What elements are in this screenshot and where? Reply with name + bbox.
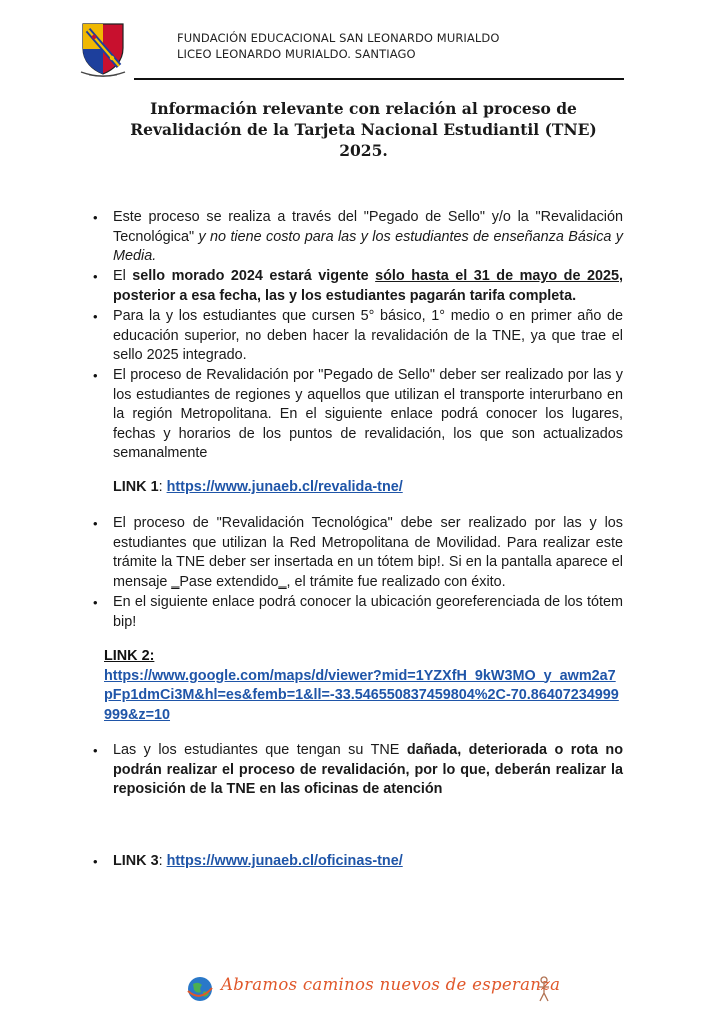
institution-school: LICEO LEONARDO MURIALDO. SANTIAGO — [177, 47, 416, 61]
bullet-marker: • — [93, 269, 98, 284]
item-text: Las y los estudiantes que tengan su TNE — [113, 742, 407, 758]
globe-icon — [185, 974, 215, 1004]
title-line-2: Revalidación de la Tarjeta Nacional Estudiantil (TNE) — [130, 120, 597, 139]
link-3-label: LINK 3 — [113, 853, 159, 869]
bullet-marker: • — [93, 743, 98, 758]
item-text-bold: dañada, deteriorada o rota no podrán realizar el proceso de revalidación, por lo que, deberán realizar la reposición de la TNE en las oficinas de atención — [113, 742, 623, 797]
bullet-marker: • — [93, 516, 98, 531]
item-text: El — [113, 268, 133, 284]
link-3-colon: : — [158, 853, 167, 869]
bullet-marker: • — [93, 854, 98, 869]
item-text-bold: , posterior a esa fecha, las y los estudiantes pagarán tarifa completa. — [113, 268, 623, 304]
figure-icon — [535, 976, 553, 1002]
list-item-sello-deadline — [113, 267, 623, 306]
link-2-url[interactable]: https://www.google.com/maps/d/viewer?mid=1YZXfH_9kW3MO_y_awm2a7pFp1dmCi3M&hl=es&femb=1&ll=-33.546550837459804%2C-70.86407234999999&z=10 — [104, 667, 619, 723]
deadline-date: sólo hasta el 31 de mayo de 2025 — [375, 268, 619, 284]
bullet-marker: • — [93, 595, 98, 610]
link-2-label: LINK 2: — [104, 648, 155, 664]
item-text-bold: sello morado 2024 estará vigente — [132, 268, 376, 284]
list-item-damaged-tne — [113, 741, 623, 800]
institution-name: FUNDACIÓN EDUCACIONAL SAN LEONARDO MURIALDO — [177, 31, 500, 45]
item-text: Este proceso se realiza a través del "Pegado de Sello" y/o la "Revalidación Tecnológica" — [113, 209, 623, 245]
bullet-marker: • — [93, 210, 98, 225]
list-item-process — [113, 208, 623, 267]
footer-slogan: Abramos caminos nuevos de esperanza — [221, 975, 561, 994]
link-3-row — [113, 852, 623, 872]
bullet-marker: • — [93, 309, 98, 324]
document-title — [110, 98, 617, 161]
list-item-pegado-sello: El proceso de Revalidación por "Pegado de Sello" deber ser realizado por las y los estudiantes de regiones y aquellos que utilizan el transporte interurbano en la región Metropolitana. En el siguiente enlace podrá conocer los lugares, fechas y horarios de los puntos de revalidación, los que son actualizados semanalmente — [113, 367, 623, 461]
link-1-url[interactable]: https://www.junaeb.cl/revalida-tne/ — [166, 479, 403, 495]
link-1-colon: : — [158, 479, 167, 495]
list-item-exemption: Para la y los estudiantes que cursen 5° básico, 1° medio o en primer año de educación superior, no deben hacer la revalidación de la TNE, ya que trae el sello 2025 integrado. — [113, 308, 623, 363]
list-item-revalidacion-tecnologica: El proceso de "Revalidación Tecnológica" debe ser realizado por las y los estudiantes que utilizan la Red Metropolitana de Movilidad. Para realizar este trámite la TNE deber ser insertada en un tótem bip!. Si en la pantalla aparece el mensaje ‗Pase extendido‗, el trámite fue realizado con éxito. — [113, 515, 623, 590]
link-1-row — [113, 478, 623, 498]
header-divider — [134, 78, 624, 80]
school-crest-logo — [79, 22, 127, 78]
footer-slogan-banner — [185, 974, 561, 1004]
title-line-3: 2025. — [339, 141, 388, 160]
item-text-italic: y no tiene costo para las y los estudiantes de enseñanza Básica y Media. — [113, 228, 623, 264]
bullet-marker: • — [93, 368, 98, 383]
title-line-1: Información relevante con relación al proceso de — [150, 99, 577, 118]
institution-header — [177, 30, 500, 62]
link-1-label: LINK 1 — [113, 479, 159, 495]
list-item-totem-location: En el siguiente enlace podrá conocer la ubicación georeferenciada de los tótem bip! — [113, 594, 623, 630]
link-3-url[interactable]: https://www.junaeb.cl/oficinas-tne/ — [166, 853, 403, 869]
link-2-block — [104, 647, 624, 725]
